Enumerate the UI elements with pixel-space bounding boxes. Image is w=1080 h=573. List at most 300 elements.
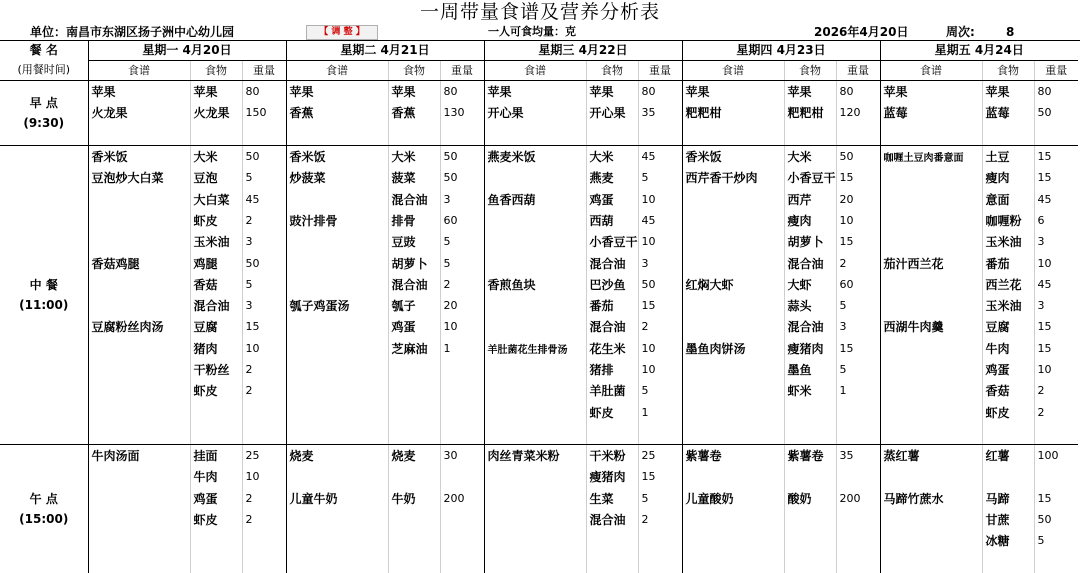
food-weight	[440, 530, 484, 551]
food-weight	[638, 124, 682, 146]
week-value: 8	[1006, 25, 1015, 39]
dish-name: 紫薯卷	[682, 445, 784, 467]
food-weight: 2	[1034, 380, 1078, 401]
food-column-header: 食物	[982, 60, 1034, 81]
food-weight: 15	[1034, 488, 1078, 509]
food-item	[190, 552, 242, 573]
dish-name: 咖喱土豆肉番意面	[880, 145, 982, 167]
unit-label: 单位：南昌市东湖区扬子洲中心幼儿园	[30, 25, 235, 39]
dish-name	[682, 252, 784, 273]
food-item: 马蹄	[982, 488, 1034, 509]
food-item: 玉米油	[982, 295, 1034, 316]
meal-header: 餐 名	[0, 40, 88, 60]
dish-name: 香米饭	[286, 145, 388, 167]
food-item: 开心果	[586, 102, 638, 123]
food-weight: 80	[440, 81, 484, 103]
food-item	[388, 359, 440, 380]
food-weight	[242, 552, 286, 573]
dish-name: 豆泡炒大白菜	[88, 167, 190, 188]
food-weight: 130	[440, 102, 484, 123]
dish-name	[484, 124, 586, 146]
dish-name	[880, 423, 982, 445]
dish-name	[88, 210, 190, 231]
food-item	[190, 530, 242, 551]
table-row	[0, 359, 1078, 380]
meal-name: 中 餐	[29, 277, 58, 292]
food-item: 羊肚菌	[586, 380, 638, 401]
day-header-4: 星期四 4月23日	[682, 40, 880, 60]
food-item: 蒜头	[784, 295, 836, 316]
table-row	[0, 188, 1078, 209]
dish-name	[682, 530, 784, 551]
food-column-header: 食物	[190, 60, 242, 81]
dish-name	[88, 380, 190, 401]
food-weight: 15	[1034, 145, 1078, 167]
food-item: 虾皮	[982, 401, 1034, 422]
dish-name	[484, 488, 586, 509]
dish-name	[88, 509, 190, 530]
food-weight: 10	[242, 338, 286, 359]
food-weight	[242, 423, 286, 445]
food-item: 胡萝卜	[784, 231, 836, 252]
food-weight	[638, 552, 682, 573]
table-row	[0, 445, 1078, 467]
dish-name: 豉汁排骨	[286, 210, 388, 231]
food-weight	[836, 124, 880, 146]
menu-table	[0, 40, 1078, 573]
day-header-5: 星期五 4月24日	[880, 40, 1078, 60]
dish-name: 蓝莓	[880, 102, 982, 123]
food-item	[982, 423, 1034, 445]
dish-name: 鱼香西葫	[484, 188, 586, 209]
dish-name	[880, 509, 982, 530]
weight-column-header: 重量	[638, 60, 682, 81]
dish-name	[484, 167, 586, 188]
dish-name	[484, 380, 586, 401]
food-weight: 15	[836, 167, 880, 188]
food-item: 牛奶	[388, 488, 440, 509]
adjust-button[interactable]: 【 调 整 】	[306, 25, 378, 40]
meal-time: (9:30)	[23, 115, 65, 130]
food-weight: 15	[242, 316, 286, 337]
food-item: 虾米	[784, 380, 836, 401]
food-item: 咖喱粉	[982, 210, 1034, 231]
food-item: 小香豆干	[784, 167, 836, 188]
food-item	[388, 466, 440, 487]
dish-name	[682, 359, 784, 380]
day-header-2: 星期二 4月21日	[286, 40, 484, 60]
food-item: 玉米油	[982, 231, 1034, 252]
food-weight: 15	[1034, 316, 1078, 337]
food-item: 瘦肉	[982, 167, 1034, 188]
dish-name	[484, 359, 586, 380]
food-item: 意面	[982, 188, 1034, 209]
food-item	[784, 423, 836, 445]
food-weight: 5	[242, 167, 286, 188]
food-weight: 15	[1034, 338, 1078, 359]
food-item	[388, 124, 440, 146]
food-item	[190, 124, 242, 146]
dish-column-header: 食谱	[484, 60, 586, 81]
dish-name	[682, 210, 784, 231]
food-weight: 2	[836, 252, 880, 273]
dish-name	[880, 231, 982, 252]
dish-name	[682, 295, 784, 316]
food-item: 燕麦	[586, 167, 638, 188]
food-item: 干粉丝	[190, 359, 242, 380]
food-item: 干米粉	[586, 445, 638, 467]
dish-name	[286, 359, 388, 380]
dish-name: 苹果	[682, 81, 784, 103]
food-weight	[440, 401, 484, 422]
food-item: 鸡蛋	[586, 188, 638, 209]
dish-name: 香煎鱼块	[484, 274, 586, 295]
food-weight: 50	[1034, 509, 1078, 530]
meal-name: 午 点	[29, 491, 58, 506]
table-row	[0, 124, 1078, 146]
food-item	[388, 380, 440, 401]
food-item: 冰糖	[982, 530, 1034, 551]
food-item: 香菇	[982, 380, 1034, 401]
food-item	[784, 124, 836, 146]
dish-name: 马蹄竹蔗水	[880, 488, 982, 509]
food-item: 鸡蛋	[190, 488, 242, 509]
food-item: 花生米	[586, 338, 638, 359]
food-weight: 3	[440, 188, 484, 209]
food-weight: 10	[1034, 252, 1078, 273]
food-weight: 45	[242, 188, 286, 209]
food-item: 苹果	[586, 81, 638, 103]
dish-name: 燕麦米饭	[484, 145, 586, 167]
dish-column-header: 食谱	[682, 60, 784, 81]
dish-name	[484, 401, 586, 422]
food-weight: 2	[242, 488, 286, 509]
weight-column-header: 重量	[440, 60, 484, 81]
dish-name	[286, 380, 388, 401]
dish-name	[682, 124, 784, 146]
food-item	[388, 530, 440, 551]
food-weight: 50	[638, 274, 682, 295]
food-weight: 3	[638, 252, 682, 273]
food-weight: 2	[440, 274, 484, 295]
food-item: 紫薯卷	[784, 445, 836, 467]
food-item: 大米	[388, 145, 440, 167]
weight-column-header: 重量	[242, 60, 286, 81]
food-column-header: 食物	[388, 60, 440, 81]
dish-name	[286, 231, 388, 252]
day-header-1: 星期一 4月20日	[88, 40, 286, 60]
dish-name: 儿童牛奶	[286, 488, 388, 509]
dish-name: 瓠子鸡蛋汤	[286, 295, 388, 316]
week-label: 周次:	[946, 25, 975, 39]
dish-name: 苹果	[880, 81, 982, 103]
food-weight: 50	[242, 145, 286, 167]
food-weight: 10	[242, 466, 286, 487]
food-column-header: 食物	[586, 60, 638, 81]
food-weight: 35	[836, 445, 880, 467]
food-item: 瘦肉	[784, 210, 836, 231]
food-weight: 20	[836, 188, 880, 209]
food-weight	[1034, 552, 1078, 573]
food-item: 混合油	[388, 188, 440, 209]
food-item: 混合油	[586, 316, 638, 337]
table-row	[0, 210, 1078, 231]
meal-name-cell	[0, 145, 88, 444]
food-item: 蓝莓	[982, 102, 1034, 123]
dish-name: 烧麦	[286, 445, 388, 467]
dish-name	[88, 530, 190, 551]
table-row	[0, 423, 1078, 445]
food-item	[388, 509, 440, 530]
dish-name	[880, 124, 982, 146]
food-weight: 10	[440, 316, 484, 337]
food-item: 墨鱼	[784, 359, 836, 380]
food-weight	[1034, 466, 1078, 487]
food-item: 西兰花	[982, 274, 1034, 295]
dish-name: 苹果	[88, 81, 190, 103]
food-item: 芝麻油	[388, 338, 440, 359]
table-row	[0, 231, 1078, 252]
food-item: 甘蔗	[982, 509, 1034, 530]
food-weight: 120	[836, 102, 880, 123]
dish-name	[88, 488, 190, 509]
dish-name: 炒菠菜	[286, 167, 388, 188]
food-weight: 20	[440, 295, 484, 316]
food-item: 苹果	[982, 81, 1034, 103]
meal-time-header: (用餐时间)	[0, 60, 88, 81]
dish-name	[484, 316, 586, 337]
food-weight: 45	[638, 210, 682, 231]
dish-name	[880, 466, 982, 487]
food-weight: 25	[638, 445, 682, 467]
food-weight	[440, 552, 484, 573]
food-item: 混合油	[784, 316, 836, 337]
food-weight: 15	[1034, 167, 1078, 188]
dish-name	[88, 188, 190, 209]
dish-column-header: 食谱	[286, 60, 388, 81]
food-weight: 30	[440, 445, 484, 467]
food-weight: 3	[1034, 295, 1078, 316]
dish-name: 苹果	[484, 81, 586, 103]
food-weight	[638, 423, 682, 445]
dish-name: 香蕉	[286, 102, 388, 123]
food-item: 混合油	[586, 252, 638, 273]
dish-name	[286, 188, 388, 209]
food-item: 混合油	[586, 509, 638, 530]
dish-name	[286, 401, 388, 422]
food-item: 豆豉	[388, 231, 440, 252]
table-row	[0, 338, 1078, 359]
food-item: 排骨	[388, 210, 440, 231]
food-weight: 2	[1034, 401, 1078, 422]
food-weight: 5	[440, 231, 484, 252]
food-weight: 60	[440, 210, 484, 231]
food-item: 混合油	[388, 274, 440, 295]
dish-name	[682, 188, 784, 209]
food-item: 牛肉	[982, 338, 1034, 359]
dish-name: 开心果	[484, 102, 586, 123]
dish-name	[484, 210, 586, 231]
food-item	[388, 423, 440, 445]
table-row	[0, 274, 1078, 295]
food-weight: 25	[242, 445, 286, 467]
food-item	[190, 423, 242, 445]
food-item	[190, 401, 242, 422]
food-item: 牛肉	[190, 466, 242, 487]
food-weight: 1	[638, 401, 682, 422]
food-weight	[836, 423, 880, 445]
food-item	[784, 530, 836, 551]
food-weight: 10	[638, 231, 682, 252]
food-weight: 2	[638, 509, 682, 530]
food-column-header: 食物	[784, 60, 836, 81]
food-weight	[440, 466, 484, 487]
table-row	[0, 102, 1078, 123]
dish-name: 儿童酸奶	[682, 488, 784, 509]
dish-name	[880, 338, 982, 359]
food-weight	[1034, 423, 1078, 445]
food-item: 烧麦	[388, 445, 440, 467]
food-weight: 10	[836, 210, 880, 231]
food-item: 胡萝卜	[388, 252, 440, 273]
food-weight: 10	[638, 359, 682, 380]
dish-name	[286, 552, 388, 573]
dish-name	[286, 252, 388, 273]
food-weight: 60	[836, 274, 880, 295]
page-title: 一周带量食谱及营养分析表	[419, 1, 660, 23]
food-weight: 80	[1034, 81, 1078, 103]
food-weight: 45	[638, 145, 682, 167]
food-item: 西芹	[784, 188, 836, 209]
food-weight	[836, 530, 880, 551]
food-item: 小香豆干	[586, 231, 638, 252]
dish-name	[682, 380, 784, 401]
table-row	[0, 316, 1078, 337]
food-weight	[836, 552, 880, 573]
food-weight: 10	[1034, 359, 1078, 380]
food-weight: 150	[242, 102, 286, 123]
date-label: 2026年4月20日	[814, 25, 909, 39]
food-item: 鸡腿	[190, 252, 242, 273]
food-item: 苹果	[190, 81, 242, 103]
dish-name	[880, 188, 982, 209]
food-weight: 50	[836, 145, 880, 167]
dish-name	[88, 466, 190, 487]
table-row	[0, 295, 1078, 316]
dish-name: 茄汁西兰花	[880, 252, 982, 273]
food-weight: 5	[638, 488, 682, 509]
dish-name: 肉丝青菜米粉	[484, 445, 586, 467]
dish-name	[880, 274, 982, 295]
food-weight: 10	[638, 338, 682, 359]
table-row	[0, 401, 1078, 422]
food-weight: 5	[242, 274, 286, 295]
food-weight: 15	[836, 231, 880, 252]
food-item: 大米	[586, 145, 638, 167]
dish-name	[286, 124, 388, 146]
food-weight: 50	[242, 252, 286, 273]
dish-name: 粑粑柑	[682, 102, 784, 123]
dish-name: 羊肚菌花生排骨汤	[484, 338, 586, 359]
food-weight: 80	[836, 81, 880, 103]
dish-name	[286, 466, 388, 487]
food-weight: 15	[638, 466, 682, 487]
dish-name: 牛肉汤面	[88, 445, 190, 467]
dish-name	[484, 231, 586, 252]
food-item	[586, 552, 638, 573]
food-item	[388, 552, 440, 573]
weight-column-header: 重量	[1034, 60, 1078, 81]
food-weight: 5	[1034, 530, 1078, 551]
food-weight: 80	[242, 81, 286, 103]
dish-name	[88, 231, 190, 252]
dish-column-header: 食谱	[880, 60, 982, 81]
food-item: 瘦猪肉	[586, 466, 638, 487]
food-weight: 50	[1034, 102, 1078, 123]
food-item: 酸奶	[784, 488, 836, 509]
food-weight: 200	[440, 488, 484, 509]
table-row	[0, 466, 1078, 487]
food-item: 混合油	[190, 295, 242, 316]
food-item: 西葫	[586, 210, 638, 231]
food-weight: 100	[1034, 445, 1078, 467]
dish-name	[286, 274, 388, 295]
food-weight	[440, 359, 484, 380]
food-item: 虾皮	[190, 210, 242, 231]
dish-name	[88, 552, 190, 573]
food-weight: 6	[1034, 210, 1078, 231]
food-item: 香蕉	[388, 102, 440, 123]
dish-name	[880, 380, 982, 401]
dish-name	[88, 338, 190, 359]
food-item: 大虾	[784, 274, 836, 295]
table-row	[0, 167, 1078, 188]
food-item	[982, 552, 1034, 573]
dish-name: 豆腐粉丝肉汤	[88, 316, 190, 337]
food-item	[784, 509, 836, 530]
food-weight: 50	[440, 145, 484, 167]
food-item: 巴沙鱼	[586, 274, 638, 295]
food-weight: 200	[836, 488, 880, 509]
food-weight	[440, 509, 484, 530]
food-item: 苹果	[784, 81, 836, 103]
dish-name	[88, 295, 190, 316]
food-item: 番茄	[982, 252, 1034, 273]
dish-name	[88, 359, 190, 380]
dish-name	[286, 509, 388, 530]
dish-column-header: 食谱	[88, 60, 190, 81]
dish-name: 蒸红薯	[880, 445, 982, 467]
food-item: 豆腐	[982, 316, 1034, 337]
food-item: 鸡蛋	[388, 316, 440, 337]
dish-name	[682, 401, 784, 422]
food-weight	[440, 380, 484, 401]
dish-name: 西湖牛肉羹	[880, 316, 982, 337]
dish-name	[286, 316, 388, 337]
food-weight: 80	[638, 81, 682, 103]
per-person-label: 一人可食均量：克	[488, 25, 576, 38]
food-weight: 50	[440, 167, 484, 188]
meal-time: (15:00)	[19, 511, 69, 526]
food-weight: 45	[1034, 188, 1078, 209]
food-weight: 15	[836, 338, 880, 359]
food-item: 红薯	[982, 445, 1034, 467]
dish-name: 红焖大虾	[682, 274, 784, 295]
food-item: 火龙果	[190, 102, 242, 123]
food-item	[784, 401, 836, 422]
food-weight: 3	[242, 231, 286, 252]
food-weight	[242, 401, 286, 422]
